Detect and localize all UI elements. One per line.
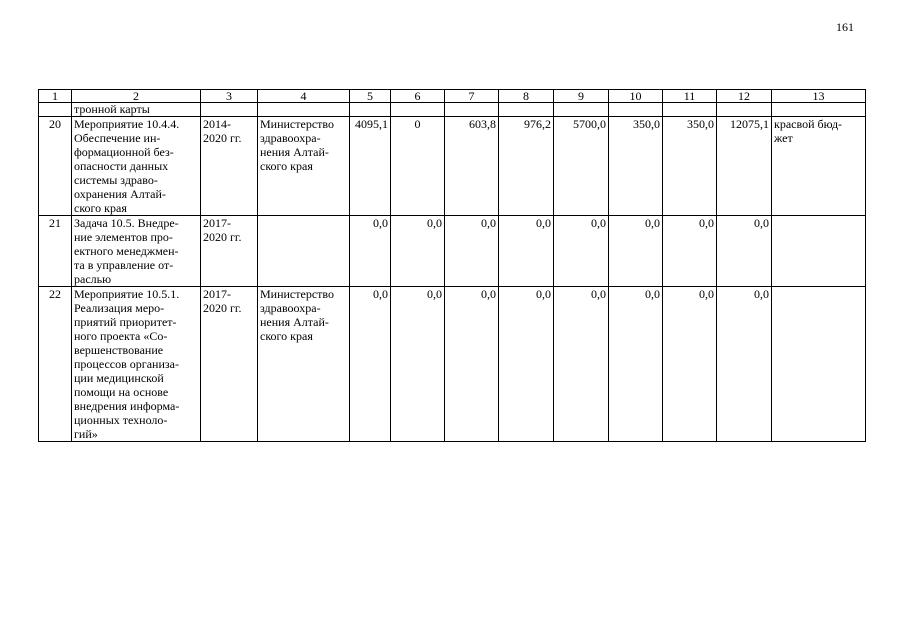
value-cell: 5700,0 xyxy=(554,117,609,216)
executor-cell-line: Министерство xyxy=(260,287,334,301)
period-cell-line: 2014- xyxy=(203,117,231,131)
activity-name-cell-line: внедрения информа- xyxy=(74,399,180,413)
activity-name-cell-line: Задача 10.5. Внедре- xyxy=(74,216,179,230)
column-number-header: 2 xyxy=(72,90,201,103)
budget-table xyxy=(38,89,866,442)
row-number-cell: 22 xyxy=(39,287,72,442)
value-cell: 0,0 xyxy=(663,216,717,287)
activity-name-cell-line: ектного менеджмен- xyxy=(74,244,179,258)
activity-name-cell-line: ного проекта «Со- xyxy=(74,329,168,343)
column-number-header: 10 xyxy=(609,90,663,103)
value-cell: 12075,1 xyxy=(717,117,772,216)
executor-cell-line: нения Алтай- xyxy=(260,315,329,329)
activity-name-cell xyxy=(72,117,201,216)
value-cell: 0,0 xyxy=(445,216,499,287)
continuation-text-cell: тронной карты xyxy=(72,103,201,117)
activity-name-cell-line: гий» xyxy=(74,427,98,441)
period-cell xyxy=(201,117,258,216)
column-number-header: 7 xyxy=(445,90,499,103)
column-number-header: 4 xyxy=(258,90,350,103)
value-cell: 603,8 xyxy=(445,117,499,216)
funding-source-cell xyxy=(772,287,866,442)
column-number-header: 5 xyxy=(350,90,391,103)
activity-name-cell-line: Мероприятие 10.5.1. xyxy=(74,287,180,301)
value-cell: 0,0 xyxy=(554,216,609,287)
value-cell: 0,0 xyxy=(717,216,772,287)
activity-name-cell-line: та в управление от- xyxy=(74,258,174,272)
activity-name-cell-line: системы здраво- xyxy=(74,173,158,187)
table-body xyxy=(39,90,866,442)
value-cell: 0,0 xyxy=(445,287,499,442)
column-number-header: 8 xyxy=(499,90,554,103)
value-cell: 0,0 xyxy=(391,287,445,442)
executor-cell xyxy=(258,287,350,442)
column-number-row xyxy=(39,90,866,103)
executor-cell-line: здравоохра- xyxy=(260,301,321,315)
activity-name-cell-line: раслью xyxy=(74,272,112,286)
activity-name-cell xyxy=(72,216,201,287)
column-number-header: 13 xyxy=(772,90,866,103)
table-row xyxy=(39,287,866,442)
column-number-header: 9 xyxy=(554,90,609,103)
period-cell-line: 2020 гг. xyxy=(203,131,242,145)
executor-cell-line: ского края xyxy=(260,159,313,173)
value-cell: 0,0 xyxy=(609,287,663,442)
activity-name-cell-line: Реализация меро- xyxy=(74,301,165,315)
executor-cell xyxy=(258,216,350,287)
value-cell: 0,0 xyxy=(663,287,717,442)
value-cell: 0,0 xyxy=(499,287,554,442)
funding-source-cell-line: красвой бюд- xyxy=(774,117,843,131)
activity-name-cell-line: Мероприятие 10.4.4. xyxy=(74,117,180,131)
continuation-num-cell xyxy=(39,103,72,117)
continuation-row xyxy=(39,103,866,117)
period-cell xyxy=(201,216,258,287)
value-cell: 0,0 xyxy=(391,216,445,287)
period-cell-line: 2020 гг. xyxy=(203,301,242,315)
executor-cell-line: ского края xyxy=(260,329,313,343)
executor-cell-line: здравоохра- xyxy=(260,131,321,145)
row-number-cell: 21 xyxy=(39,216,72,287)
page-number: 161 xyxy=(836,20,854,34)
activity-name-cell-line: помощи на основе xyxy=(74,385,169,399)
activity-name-cell-line: опасности данных xyxy=(74,159,169,173)
value-cell: 0,0 xyxy=(499,216,554,287)
row-number-cell: 20 xyxy=(39,117,72,216)
funding-source-cell xyxy=(772,117,866,216)
activity-name-cell-line: Обеспечение ин- xyxy=(74,131,161,145)
activity-name-cell-line: формационной без- xyxy=(74,145,174,159)
value-cell: 0,0 xyxy=(554,287,609,442)
activity-name-cell-line: процессов организа- xyxy=(74,357,179,371)
column-number-header: 11 xyxy=(663,90,717,103)
period-cell-line: 2017- xyxy=(203,287,231,301)
activity-name-cell-line: ского края xyxy=(74,201,127,215)
executor-cell-line: Министерство xyxy=(260,117,334,131)
value-cell: 4095,1 xyxy=(350,117,391,216)
value-cell: 0,0 xyxy=(609,216,663,287)
activity-name-cell-line: приятий приоритет- xyxy=(74,315,177,329)
funding-source-cell-line: жет xyxy=(774,131,793,145)
value-cell: 0,0 xyxy=(350,216,391,287)
table-row xyxy=(39,216,866,287)
column-number-header: 6 xyxy=(391,90,445,103)
value-cell: 0,0 xyxy=(350,287,391,442)
period-cell-line: 2020 гг. xyxy=(203,230,242,244)
activity-name-cell-line: ции медицинской xyxy=(74,371,164,385)
value-cell: 0,0 xyxy=(717,287,772,442)
period-cell-line: 2017- xyxy=(203,216,231,230)
value-cell: 350,0 xyxy=(663,117,717,216)
activity-name-cell-line: ние элементов про- xyxy=(74,230,173,244)
value-cell: 0 xyxy=(391,117,445,216)
value-cell: 976,2 xyxy=(499,117,554,216)
funding-source-cell xyxy=(772,216,866,287)
column-number-header: 1 xyxy=(39,90,72,103)
column-number-header: 12 xyxy=(717,90,772,103)
activity-name-cell-line: охранения Алтай- xyxy=(74,187,166,201)
table-row xyxy=(39,117,866,216)
column-number-header: 3 xyxy=(201,90,258,103)
executor-cell-line: нения Алтай- xyxy=(260,145,329,159)
period-cell xyxy=(201,287,258,442)
activity-name-cell-line: ционных техноло- xyxy=(74,413,168,427)
activity-name-cell-line: вершенствование xyxy=(74,343,164,357)
activity-name-cell xyxy=(72,287,201,442)
executor-cell xyxy=(258,117,350,216)
value-cell: 350,0 xyxy=(609,117,663,216)
